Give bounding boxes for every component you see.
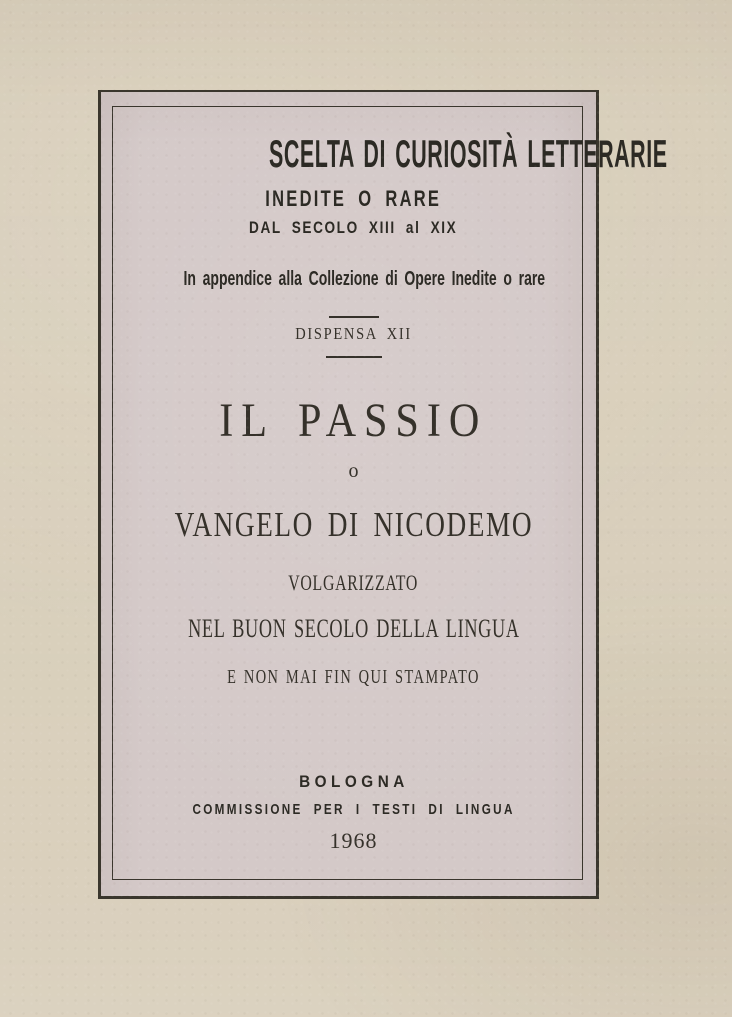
main-title [106, 394, 601, 447]
description-line-1-text: VOLGARIZZATO [288, 570, 419, 595]
main-title-text: IL PASSIO [219, 394, 488, 447]
description-line-2-text: NEL BUON SECOLO DELLA LINGUA [187, 614, 520, 643]
description-line-3-text: E NON MAI FIN QUI STAMPATO [227, 666, 480, 688]
issue-rule-top [329, 316, 379, 318]
book-cover-page [98, 90, 668, 899]
series-title [106, 133, 668, 176]
title-connector [106, 461, 601, 481]
issue-label [106, 325, 601, 342]
series-title-text: SCELTA DI CURIOSITÀ LETTERARIE [269, 133, 668, 176]
imprint-city-text: BOLOGNA [298, 772, 409, 791]
description-line-1 [106, 572, 601, 594]
appendix-note [106, 269, 601, 289]
series-range-text: DAL SECOLO XIII al XIX [249, 218, 458, 237]
imprint-year [106, 830, 601, 852]
description-line-2 [106, 616, 601, 642]
title-connector-text: o [348, 460, 359, 482]
appendix-note-text: In appendice alla Collezione di Opere Inedite o rare [183, 268, 546, 290]
imprint-year-text: 1968 [329, 828, 378, 853]
issue-rule-bottom [326, 356, 382, 358]
description-line-3 [106, 667, 601, 687]
series-subtitle-text: INEDITE O RARE [265, 186, 442, 211]
imprint-publisher [106, 802, 601, 817]
issue-label-text: DISPENSA XII [295, 324, 412, 343]
imprint-publisher-text: COMMISSIONE PER I TESTI DI LINGUA [192, 801, 515, 818]
imprint-city [106, 773, 601, 790]
series-range [106, 219, 601, 236]
series-subtitle [106, 188, 601, 210]
subtitle-text: VANGELO DI NICODEMO [174, 505, 533, 544]
subtitle [106, 507, 601, 542]
